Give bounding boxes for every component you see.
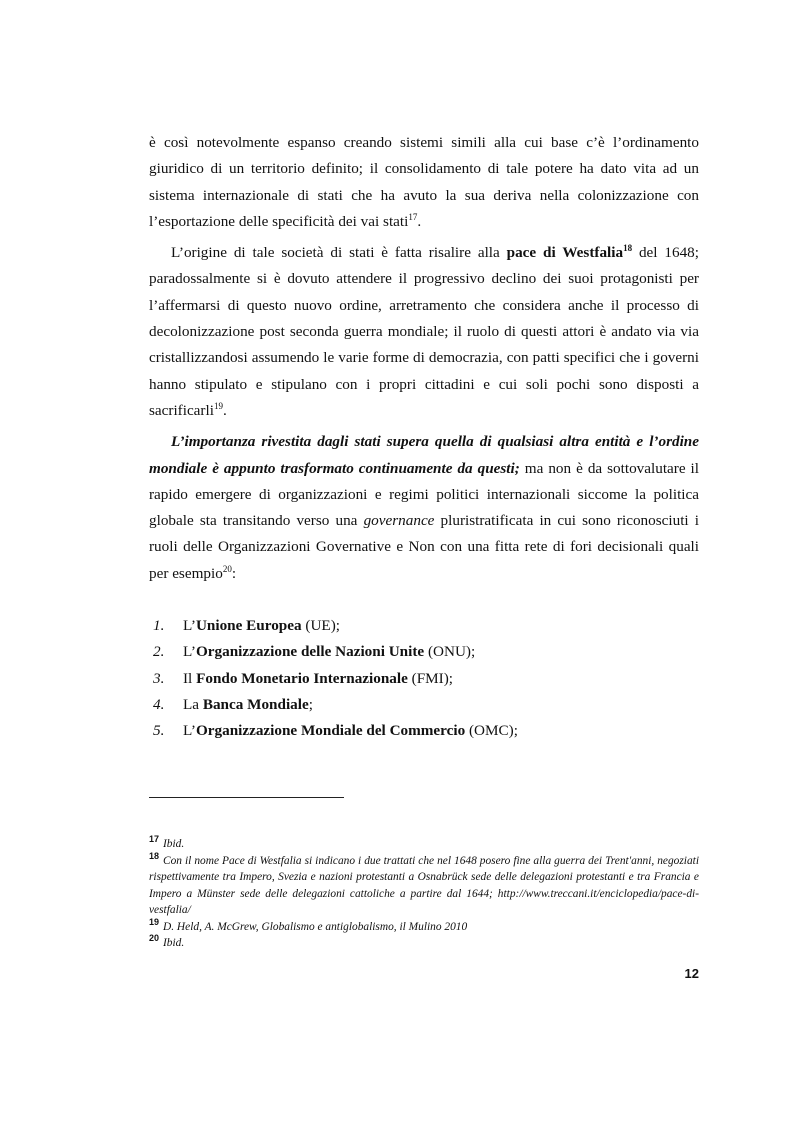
list-item-bold: Unione Europea: [195, 617, 302, 635]
list-item-post: (OMC);: [465, 722, 518, 740]
paragraph-3-tail: :: [231, 564, 237, 582]
footnotes: [149, 836, 699, 952]
list-item-post: ;: [308, 695, 313, 713]
list-item: [149, 639, 699, 665]
page-number: 12: [684, 966, 699, 981]
list-number: 2.: [153, 643, 165, 661]
list-item-pre: L’: [183, 643, 196, 661]
footnote-ref-20[interactable]: 20: [222, 563, 232, 574]
footnote-ref-18[interactable]: 18: [623, 243, 633, 254]
footnote-mark: 17: [149, 834, 160, 844]
list-item: [149, 718, 699, 744]
body-text: [149, 130, 699, 745]
footnote-text: Ibid.: [163, 838, 185, 850]
organizations-list: [149, 613, 699, 744]
footnote-separator: [149, 797, 344, 798]
paragraph-1: è così notevolmente espanso creando sistemi simili alla cui base c’è l’ordinamento giuridico di un territorio definito; il consolidamento di tale potere ha dato vita ad un sistema internazionale di stati che ha avuto la sua deriva nella colonizzazione con l’esportazione delle specificità dei vai stati$^{17}$.: [149, 134, 699, 230]
paragraph-2-text-post: del 1648; paradossalmente si è dovuto attendere il progressivo declino dei suoi protagonisti per l’affermarsi di questo nuovo ordine, arretramento che considera anche il processo di decolonizzazione post seconda guerra mondiale; il ruolo di questi attori è andato via via cristallizzandosi assumendo le varie forme di democrazia, con patti specifici che i governi hanno stipulato e stipulano con i propri cittadini e cui soli pochi sono disposti a sacrificarli: [149, 244, 699, 419]
footnote-ref-17[interactable]: 17: [408, 211, 418, 222]
list-item: [149, 613, 699, 639]
footnote-20: [149, 935, 699, 952]
list-item-bold: Fondo Monetario Internazionale: [196, 669, 408, 687]
paragraph-3: [149, 429, 699, 587]
footnote-mark: 18: [149, 850, 160, 861]
footnote-19: [149, 916, 699, 936]
westfalia-bold: pace di Westfalia: [506, 244, 624, 262]
list-item-bold: Organizzazione Mondiale del Commercio: [195, 722, 466, 740]
paragraph-3-emphasis: L’importanza rivestita dagli stati supera quella di qualsiasi altra entità e l’ordine mondiale è appunto trasformato continuamente da questi;: [149, 433, 699, 477]
footnote-text: Con il nome Pace di Westfalia si indicano i due trattati che nel 1648 posero fine alla guerra dei Trent'anni, negoziati rispettivamente tra Impero, Svezia e nazioni protestanti a Osnabrück sede delle delegazioni protestanti e tra Francia e Impero a Münster sede delle delegazioni cattoliche a partire dal 1644; http://www.treccani.it/enciclopedia/pace-di-vestfalia/: [149, 854, 699, 916]
list-number: 1.: [153, 617, 165, 635]
list-item-pre: L’: [183, 617, 196, 635]
list-item-post: (UE);: [301, 617, 340, 635]
list-number: 4.: [153, 695, 165, 713]
footnote-text: D. Held, A. McGrew, Globalismo e antiglobalismo, il Mulino 2010: [163, 920, 468, 933]
list-item-post: (FMI);: [407, 669, 453, 687]
list-item-bold: Organizzazione delle Nazioni Unite: [195, 643, 425, 661]
paragraph-3-text-mid: ma non è da sottovalutare il rapido emergere di organizzazioni e regimi politici internazionali siccome la politica globale sta transitando verso una: [149, 459, 699, 530]
footnote-text: Ibid.: [163, 937, 185, 949]
footnote-ref-19[interactable]: 19: [213, 400, 223, 411]
footnote-mark: 19: [149, 916, 160, 927]
list-item: [149, 666, 699, 692]
paragraph-3-text-post: pluristratificata in cui sono riconosciuti i ruoli delle Organizzazioni Governative e Non con una fitta rete di fori decisionali quali per esempio: [149, 512, 699, 582]
list-number: 5.: [153, 722, 165, 740]
footnote-mark: 20: [149, 933, 160, 943]
governance-italic: governance: [363, 512, 435, 530]
list-item-post: (ONU);: [424, 643, 476, 661]
footnote-17: [149, 836, 699, 853]
list-item-pre: L’: [183, 722, 196, 740]
paragraph-2: L’origine di tale società di stati è fatta risalire alla pace di Westfalia$^{18}$ del 1648; paradossalmente si è dovuto attendere il progressivo declino dei suoi protagonisti per l’affermarsi di questo nuovo ordine, arretramento che considera anche il processo di decolonizzazione post seconda guerra mondiale; il ruolo di questi attori è andato via via cristallizzandosi assumendo le varie forme di democrazia, con patti specifici che i governi hanno stipulato e stipulano con i propri cittadini e cui soli pochi sono disposti a sacrificarli$^{19}$.: [149, 243, 699, 419]
paragraph-1-text: è così notevolmente espanso creando sistemi simili alla cui base c’è l’ordinamento giuridico di un territorio definito; il consolidamento di tale potere ha dato vita ad un sistema internazionale di stati che ha avuto la sua deriva nella colonizzazione con l’esportazione delle specificità dei vai stati: [149, 134, 699, 230]
list-item: [149, 692, 699, 718]
list-item-bold: Banca Mondiale: [202, 695, 309, 713]
footnote-18: [149, 850, 699, 919]
list-item-pre: La: [183, 695, 203, 713]
paragraph-2-text-pre: L’origine di tale società di stati è fatta risalire alla: [171, 244, 507, 262]
list-item-pre: Il: [183, 669, 197, 687]
list-number: 3.: [153, 669, 165, 687]
